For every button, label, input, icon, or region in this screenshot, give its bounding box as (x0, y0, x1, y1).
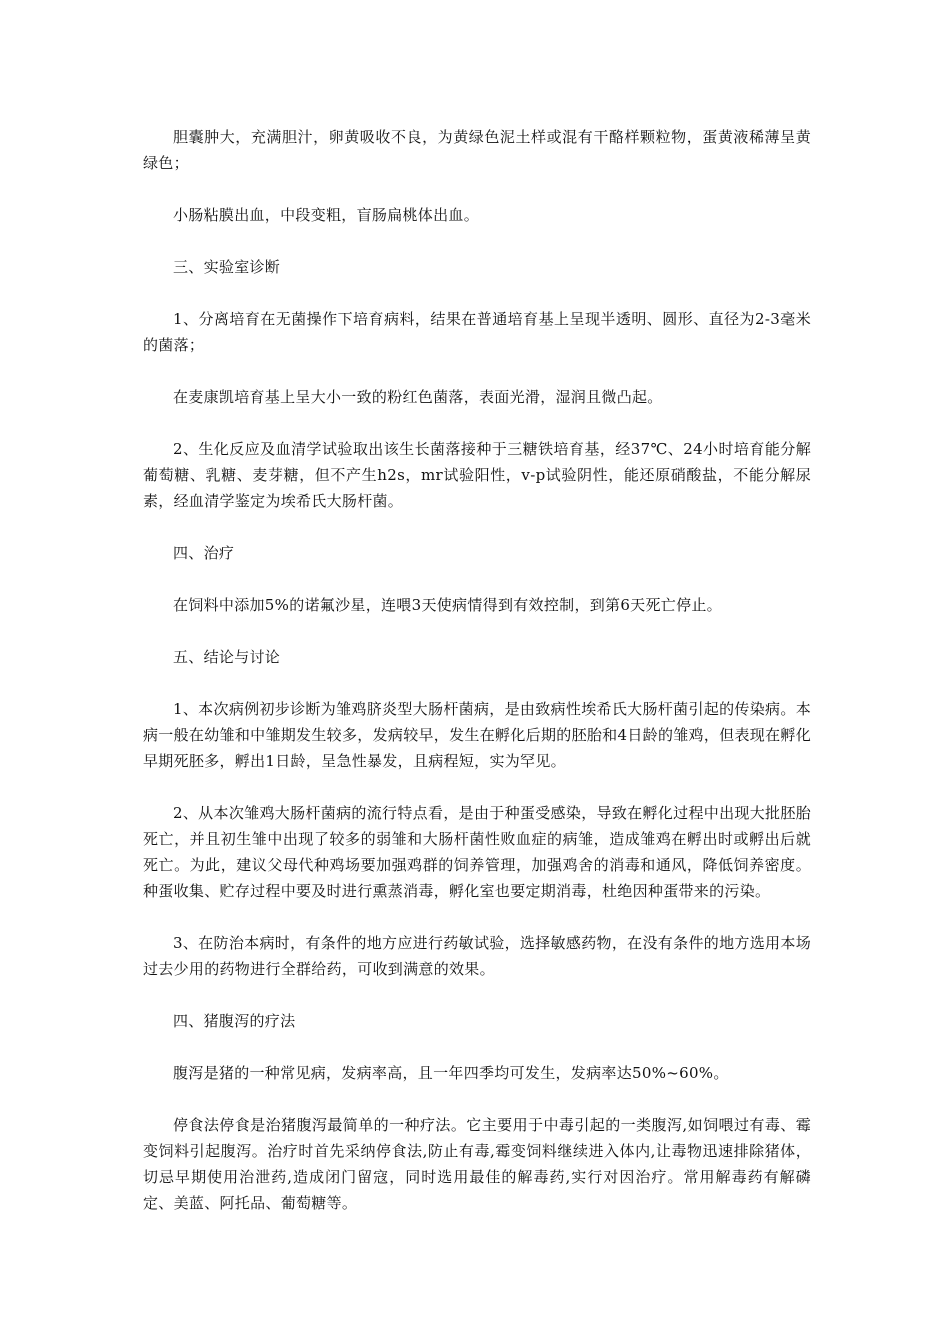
heading-treatment: 四、治疗 (173, 544, 235, 562)
heading-lab-diagnosis: 三、实验室诊断 (173, 258, 281, 276)
paragraph-conclusion-2: 2、从本次雏鸡大肠杆菌病的流行特点看，是由于种蛋受感染，导致在孵化过程中出现大批胚胎死亡，并且初生雏中出现了较多的弱雏和大肠杆菌性败血症的病雏，造成雏鸡在孵出时或孵出后就死亡。为此，建议父母代种鸡场要加强鸡群的饲养管理，加强鸡舍的消毒和通风，降低饲养密度。种蛋收集、贮存过程中要及时进行熏蒸消毒，孵化室也要定期消毒，杜绝因种蛋带来的污染。 (143, 804, 811, 900)
document-body (143, 124, 811, 1242)
paragraph-treatment: 在饲料中添加5%的诺氟沙星，连喂3天使病情得到有效控制，到第6天死亡停止。 (173, 596, 722, 614)
paragraph-maconkey: 在麦康凯培育基上呈大小一致的粉红色菌落，表面光滑，湿润且微凸起。 (173, 388, 663, 406)
paragraph-fasting-method: 停食法停食是治猪腹泻最简单的一种疗法。它主要用于中毒引起的一类腹泻,如饲喂过有毒、霉变饲料引起腹泻。治疗时首先采纳停食法,防止有毒,霉变饲料继续进入体内,让毒物迅速排除猪体，切忌早期使用治泄药,造成闭门留寇，同时选用最佳的解毒药,实行对因治疗。常用解毒药有解磷定、美蓝、阿托品、葡萄糖等。 (143, 1116, 811, 1212)
paragraph-gallbladder: 胆囊肿大，充满胆汁，卵黄吸收不良，为黄绿色泥土样或混有干酪样颗粒物，蛋黄液稀薄呈黄绿色； (143, 128, 811, 172)
heading-pig-diarrhea: 四、猪腹泻的疗法 (173, 1012, 296, 1030)
paragraph-conclusion-3: 3、在防治本病时，有条件的地方应进行药敏试验，选择敏感药物，在没有条件的地方选用本场过去少用的药物进行全群给药，可收到满意的效果。 (143, 934, 811, 978)
paragraph-pig-diarrhea-intro: 腹泻是猪的一种常见病，发病率高，且一年四季均可发生，发病率达50%~60%。 (173, 1064, 729, 1082)
heading-conclusion: 五、结论与讨论 (173, 648, 281, 666)
paragraph-conclusion-1: 1、本次病例初步诊断为雏鸡脐炎型大肠杆菌病，是由致病性埃希氏大肠杆菌引起的传染病。本病一般在幼雏和中雏期发生较多，发病较早，发生在孵化后期的胚胎和4日龄的雏鸡，但表现在孵化早期死胚多，孵出1日龄，呈急性暴发，且病程短，实为罕见。 (143, 700, 811, 770)
paragraph-isolation-culture: 1、分离培育在无菌操作下培育病料，结果在普通培育基上呈现半透明、圆形、直径为2-3毫米的菌落； (143, 310, 811, 354)
paragraph-intestine: 小肠粘膜出血，中段变粗，盲肠扁桃体出血。 (173, 206, 480, 224)
paragraph-biochemical: 2、生化反应及血清学试验取出该生长菌落接种于三糖铁培育基，经37℃、24小时培育能分解葡萄糖、乳糖、麦芽糖，但不产生h2s，mr试验阳性，v-p试验阴性，能还原硝酸盐，不能分解尿素，经血清学鉴定为埃希氏大肠杆菌。 (143, 440, 811, 510)
